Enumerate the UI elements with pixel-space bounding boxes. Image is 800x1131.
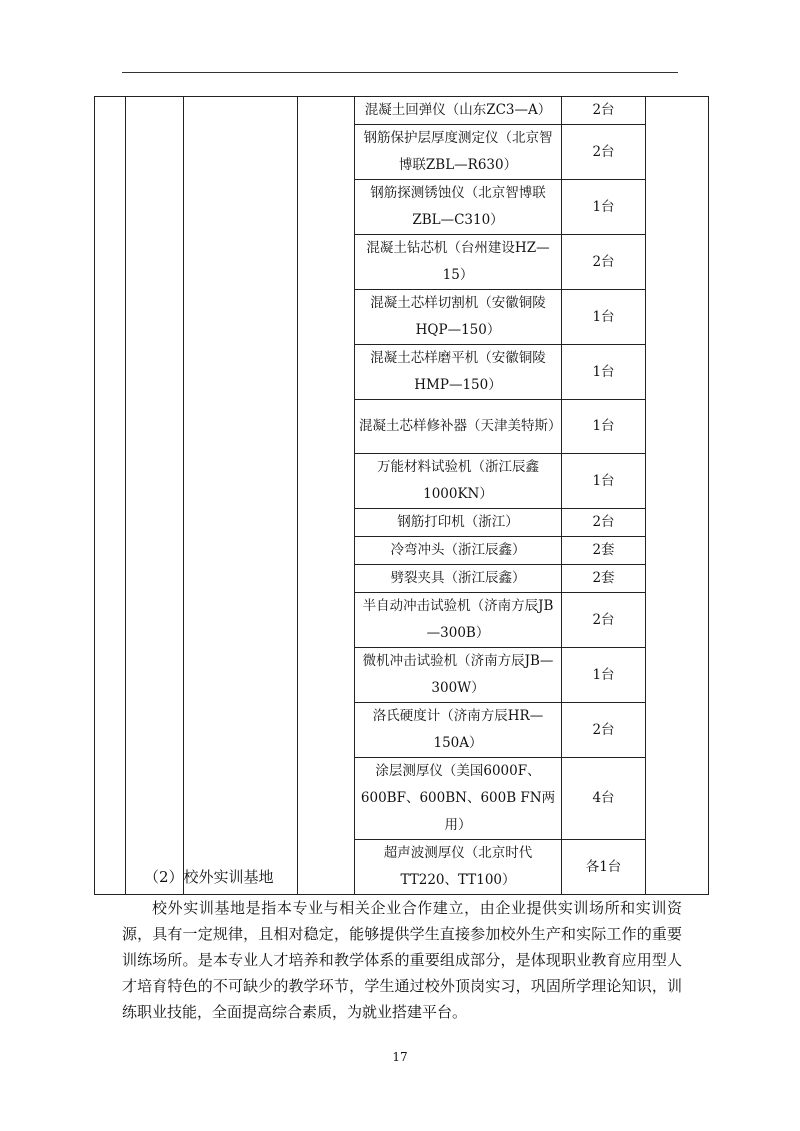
equipment-name-cell: 超声波测厚仪（北京时代TT220、TT100） <box>355 840 562 895</box>
quantity-cell: 1台 <box>562 290 646 345</box>
table-row <box>95 97 709 125</box>
equipment-name-cell: 涂层测厚仪（美国6000F、600BF、600BN、600B FN两用） <box>355 758 562 840</box>
equipment-name-cell: 混凝土钻芯机（台州建设HZ—15） <box>355 235 562 290</box>
empty-cell <box>126 97 184 895</box>
equipment-name-cell: 钢筋保护层厚度测定仪（北京智博联ZBL—R630） <box>355 125 562 180</box>
equipment-table <box>94 96 709 895</box>
quantity-cell: 4台 <box>562 758 646 840</box>
quantity-cell: 2台 <box>562 97 646 125</box>
equipment-name-cell: 微机冲击试验机（济南方辰JB—300W） <box>355 648 562 703</box>
quantity-cell: 2台 <box>562 703 646 758</box>
equipment-name-cell: 混凝土回弹仪（山东ZC3—A） <box>355 97 562 125</box>
quantity-cell: 1台 <box>562 648 646 703</box>
quantity-cell: 2套 <box>562 565 646 593</box>
quantity-cell: 1台 <box>562 345 646 400</box>
quantity-cell: 2套 <box>562 537 646 565</box>
equipment-name-cell: 钢筋打印机（浙江） <box>355 509 562 537</box>
quantity-cell: 2台 <box>562 125 646 180</box>
equipment-name-cell: 半自动冲击试验机（济南方辰JB—300B） <box>355 593 562 648</box>
quantity-cell: 2台 <box>562 235 646 290</box>
equipment-name-cell: 钢筋探测锈蚀仪（北京智博联ZBL—C310） <box>355 180 562 235</box>
quantity-cell: 1台 <box>562 180 646 235</box>
remarks-cell <box>646 97 709 895</box>
body-paragraph: 校外实训基地是指本专业与相关企业合作建立，由企业提供实训场所和实训资源，具有一定规律，且相对稳定，能够提供学生直接参加校外生产和实际工作的重要训练场所。是本专业人才培养和教学体系的重要组成部分，是体现职业教育应用型人才培育特色的不可缺少的教学环节，学生通过校外顶岗实习，巩固所学理论知识，训练职业技能，全面提高综合素质，为就业搭建平台。 <box>122 899 682 1021</box>
quantity-cell: 1台 <box>562 400 646 454</box>
quantity-cell: 各1台 <box>562 840 646 895</box>
empty-cell <box>298 97 355 895</box>
quantity-cell: 1台 <box>562 454 646 509</box>
equipment-name-cell: 劈裂夹具（浙江辰鑫） <box>355 565 562 593</box>
equipment-name-cell: 混凝土芯样磨平机（安徽铜陵HMP—150） <box>355 345 562 400</box>
equipment-name-cell: 万能材料试验机（浙江辰鑫1000KN） <box>355 454 562 509</box>
header-rule <box>122 72 678 73</box>
empty-cell <box>184 97 298 895</box>
equipment-name-cell: 洛氏硬度计（济南方辰HR—150A） <box>355 703 562 758</box>
empty-cell <box>95 97 126 895</box>
equipment-name-cell: 混凝土芯样切割机（安徽铜陵HQP—150） <box>355 290 562 345</box>
quantity-cell: 2台 <box>562 509 646 537</box>
section-heading: （2）校外实训基地 <box>144 868 274 886</box>
quantity-cell: 2台 <box>562 593 646 648</box>
page-number: 17 <box>392 1050 408 1064</box>
equipment-name-cell: 冷弯冲头（浙江辰鑫） <box>355 537 562 565</box>
equipment-name-cell: 混凝土芯样修补器（天津美特斯） <box>355 400 562 454</box>
